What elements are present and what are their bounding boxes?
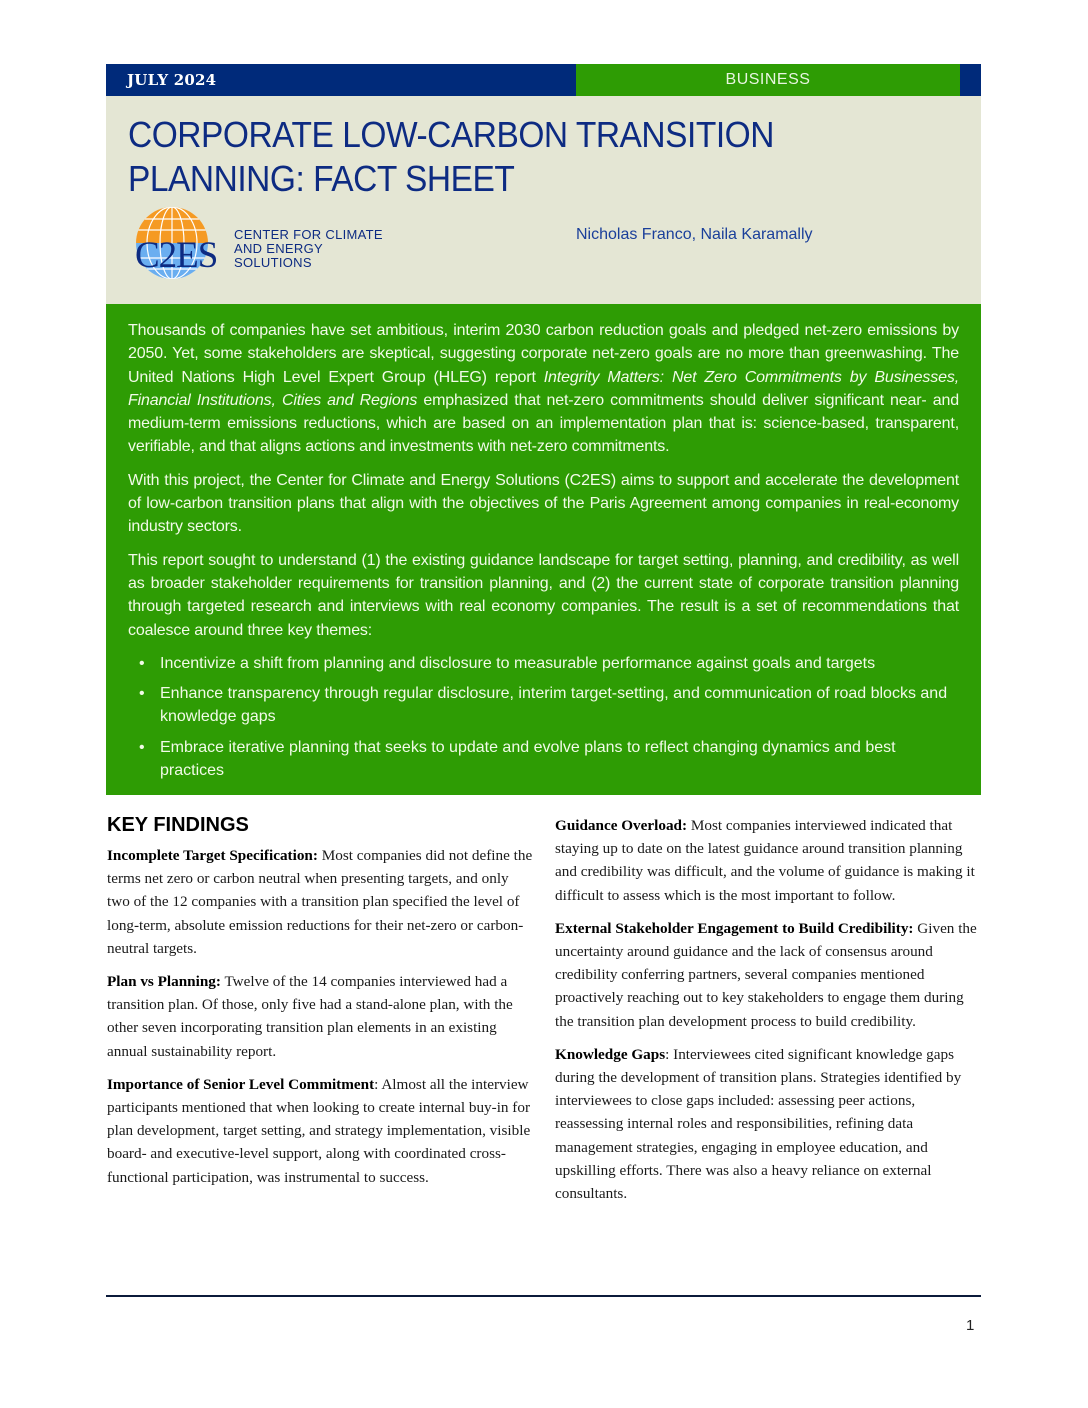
- finding-body: Given the uncertainty around guidance and the lack of consensus around credibility conferring partners, several companies mentioned proactively reaching out to key stakeholders to engage them during the transition plan development process to build credibility.: [555, 919, 977, 1030]
- theme-text: Incentivize a shift from planning and disclosure to measurable performance against goals and targets: [160, 654, 876, 672]
- finding-body: Most companies interviewed indicated that staying up to date on the latest guidance around transition planning and credibility was difficult, and the volume of guidance is making it difficult to assess which is the most important to follow.: [555, 817, 975, 904]
- bullet-icon: •: [139, 654, 145, 672]
- summary-paragraph-1: [128, 319, 959, 459]
- theme-item: [128, 736, 959, 783]
- finding-heading: Incomplete Target Specification:: [107, 847, 318, 864]
- theme-text: Embrace iterative planning that seeks to update and evolve plans to reflect changing dynamics and best practices: [160, 738, 896, 780]
- finding-item: [107, 970, 535, 1063]
- finding-heading: Knowledge Gaps: [555, 1045, 666, 1063]
- page-number: 1: [966, 1317, 975, 1334]
- logo-org-name: [234, 228, 394, 270]
- finding-item: [555, 917, 979, 1033]
- report-title-link: Integrity Matters: Net Zero Commitments by Businesses, Financial Institutions, Cities and Regions: [128, 368, 959, 409]
- title-header: [106, 96, 981, 304]
- summary-p1-text-b: emphasized that net-zero commitments should deliver significant near- and medium-term emissions reductions, which are based on an implementation plan that is: science-based, transparent, verifiable, and that aligns actions and investments with net-zero commitments.: [128, 391, 959, 456]
- key-findings-column-1: [107, 812, 535, 1199]
- finding-body: Most companies did not define the terms net zero or carbon neutral when presenting targets, and only two of the 12 companies with a transition plan specified the level of long-term, absolute emission reductions for their net-zero or carbon-neutral targets.: [107, 847, 533, 957]
- logo-line-1: CENTER FOR CLIMATE: [234, 227, 383, 242]
- theme-text: Enhance transparency through regular disclosure, interim target-setting, and communication of road blocks and knowledge gaps: [160, 685, 948, 726]
- themes-list: [128, 652, 959, 782]
- summary-p1-text-a: Thousands of companies have set ambitious, interim 2030 carbon reduction goals and pledged net-zero emissions by 2050. Yet, some stakeholders are skeptical, suggesting corporate net-zero goals are no more than greenwashing. The United Nations High Level Expert Group (HLEG) report: [128, 322, 959, 386]
- key-findings-column-2: [555, 814, 979, 1215]
- top-banner: [106, 64, 981, 96]
- key-findings-heading: KEY FINDINGS: [107, 814, 249, 836]
- bullet-icon: •: [139, 685, 145, 703]
- theme-item: [128, 652, 959, 675]
- finding-item: [107, 844, 535, 960]
- title-line-1: CORPORATE LOW-CARBON TRANSITION: [128, 114, 774, 155]
- finding-heading: Importance of Senior Level Commitment: [107, 1075, 375, 1093]
- finding-body: Twelve of the 14 companies interviewed had a transition plan. Of those, only five had a stand-alone plan, with the other seven incorporating transition plan elements in an existing annual sustainability report.: [107, 973, 513, 1060]
- finding-heading: Plan vs Planning:: [107, 973, 221, 991]
- publication-date: JULY 2024: [127, 71, 217, 89]
- title-line-2: PLANNING: FACT SHEET: [128, 158, 515, 199]
- summary-paragraph-3: This report sought to understand (1) the existing guidance landscape for target setting, planning, and credibility, as well as broader stakeholder requirements for transition planning, and (2) the current state of corporate transition planning through targeted research and interviews with real economy companies. The result is a set of recommendations that coalesce around three key themes:: [128, 551, 959, 639]
- finding-body: : Almost all the interview participants mentioned that when looking to create internal buy-in for plan development, target setting, and strategy implementation, visible board- and executive-level support, along with coordinated cross-functional participation, was instrumental to success.: [107, 1075, 531, 1186]
- footer-divider: [106, 1295, 981, 1297]
- c2es-logo: [134, 206, 394, 282]
- bullet-icon: •: [139, 738, 145, 756]
- finding-item: [555, 814, 979, 907]
- theme-item: [128, 682, 959, 729]
- summary-box: [106, 304, 981, 795]
- category-label: BUSINESS: [576, 64, 960, 96]
- finding-heading: External Stakeholder Engagement to Build Credibility:: [555, 919, 914, 937]
- logo-line-2: AND ENERGY SOLUTIONS: [234, 241, 323, 270]
- finding-item: [555, 1043, 979, 1205]
- logo-mark: C2ES: [135, 235, 218, 276]
- finding-heading: Guidance Overload:: [555, 817, 688, 834]
- page-title: [128, 113, 891, 201]
- authors: Nicholas Franco, Naila Karamally: [576, 226, 813, 243]
- summary-paragraph-2: With this project, the Center for Climate and Energy Solutions (C2ES) aims to support and accelerate the development of low-carbon transition plans that align with the objectives of the Paris Agreement among companies in real-economy industry sectors.: [128, 471, 959, 536]
- finding-body: : Interviewees cited significant knowledge gaps during the development of transition plans. Strategies identified by interviewees to close gaps included: assessing peer actions, reassessing internal roles and responsibilities, refining data management strategies, engaging in employee education, and upskilling efforts. There was also a heavy reliance on external consultants.: [555, 1045, 962, 1203]
- finding-item: [107, 1073, 535, 1189]
